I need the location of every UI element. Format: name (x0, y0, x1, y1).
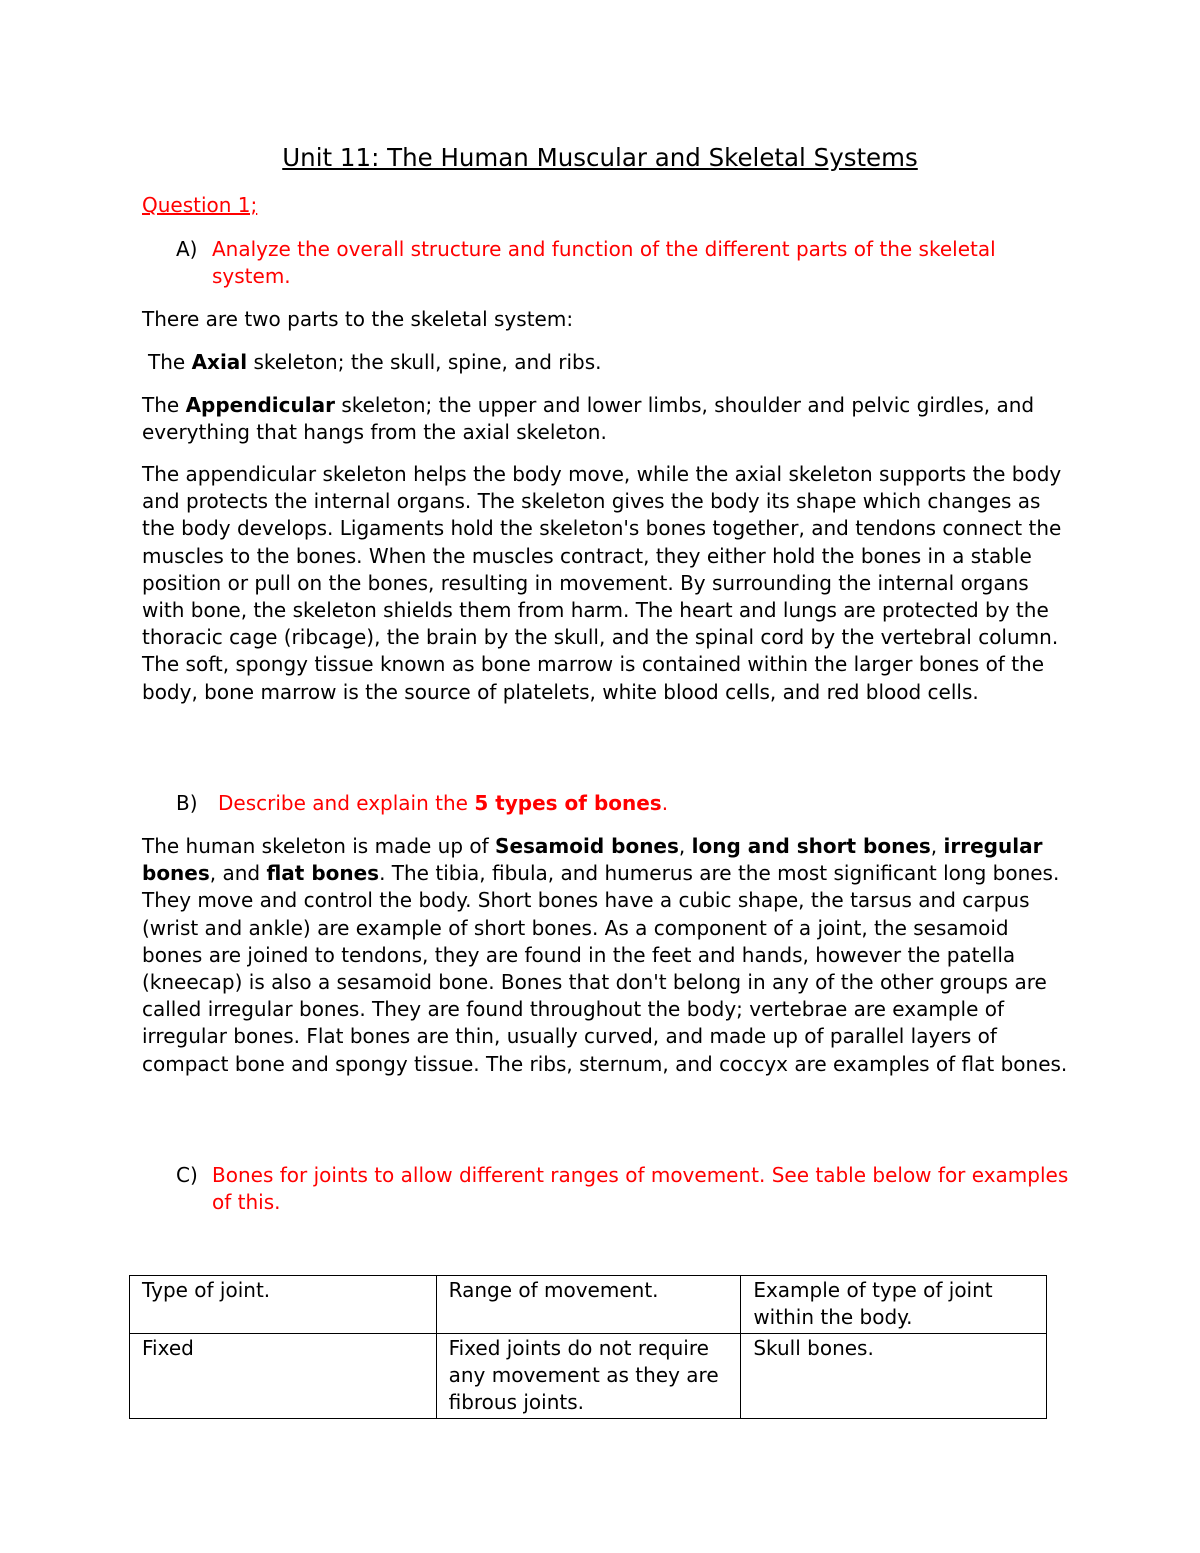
part-b-prompt-post: . (661, 791, 669, 815)
part-b-s4: , and (209, 861, 267, 886)
part-c-prompt (176, 1162, 1076, 1216)
axial-line (148, 349, 1078, 376)
table-header-cell: Type of joint. (130, 1276, 437, 1334)
question-heading: Question 1; (142, 193, 258, 217)
part-b-s5: . The tibia, fibula, and humerus are the most significant long bones. They move and control the body. Short bones have a cubic shape, the tarsus and carpus (wrist and ankle) are example of short bones. As a component of a joint, the sesamoid bones are joined to tendons, they are found in the feet and hands, however the patella (kneecap) is also a sesamoid bone. Bones that don't belong in any of the other groups are called irregular bones. They are found throughout the body; vertebrae are example of irregular bones. Flat bones are thin, usually curved, and made up of parallel layers of compact bone and spongy tissue. The ribs, sternum, and coccyx are examples of flat bones. (142, 861, 1068, 1076)
part-b-prompt (176, 790, 1076, 817)
part-b-body (142, 833, 1072, 1078)
part-b-b2: long and short bones (691, 834, 931, 858)
appendicular-post: skeleton; the upper and lower limbs, shoulder and pelvic girdles, and everything that hangs from the axial skeleton. (142, 393, 1035, 445)
table-header-cell: Example of type of joint within the body. (741, 1276, 1047, 1334)
axial-pre: The (148, 350, 192, 374)
part-c-label: C) (176, 1163, 198, 1187)
part-b-s3: , (930, 834, 944, 858)
table-header-row (130, 1276, 1047, 1334)
part-a-prompt (176, 236, 1076, 290)
table-cell: Fixed (130, 1334, 437, 1419)
table-cell: Skull bones. (741, 1334, 1047, 1419)
joints-table (129, 1275, 1047, 1419)
axial-bold: Axial (191, 350, 248, 374)
part-a-label: A) (176, 237, 198, 261)
part-b-prompt-pre: Describe and explain the (218, 791, 475, 815)
part-b-s1: The human skeleton is made up of (142, 834, 496, 858)
appendicular-line (142, 392, 1072, 446)
table-row (130, 1334, 1047, 1419)
appendicular-pre: The (142, 393, 186, 417)
part-b-prompt-text (218, 790, 1076, 817)
part-b-prompt-bold: 5 types of bones (474, 791, 662, 815)
page-title: Unit 11: The Human Muscular and Skeletal Systems (282, 143, 918, 172)
part-a-prompt-text: Analyze the overall structure and function of the different parts of the skeletal system. (212, 237, 996, 288)
part-b-b4: flat bones (266, 861, 380, 886)
axial-post: skeleton; the skull, spine, and ribs. (247, 350, 602, 374)
table-header-cell: Range of movement. (436, 1276, 741, 1334)
part-b-b1: Sesamoid bones (495, 834, 679, 858)
part-a-intro: There are two parts to the skeletal system: (142, 307, 574, 331)
part-b-s2: , (678, 834, 692, 858)
part-a-body: The appendicular skeleton helps the body move, while the axial skeleton supports the body and protects the internal organs. The skeleton gives the body its shape which changes as the body develops. Ligaments hold the skeleton's bones together, and tendons connect the muscles to the bones. When the muscles contract, they either hold the bones in a stable position or pull on the bones, resulting in movement. By surrounding the internal organs with bone, the skeleton shields them from harm. The heart and lungs are protected by the thoracic cage (ribcage), the brain by the skull, and the spinal cord by the vertebral column. The soft, spongy tissue known as bone marrow is contained within the larger bones of the body, bone marrow is the source of platelets, white blood cells, and red blood cells. (142, 462, 1062, 704)
part-c-prompt-text: Bones for joints to allow different ranges of movement. See table below for examples of this. (212, 1163, 1069, 1214)
part-b-label: B) (176, 791, 198, 815)
appendicular-bold: Appendicular (185, 393, 335, 417)
table-cell: Fixed joints do not require any movement as they are fibrous joints. (436, 1334, 741, 1419)
part-b-b3: irregular bones (142, 834, 1043, 886)
